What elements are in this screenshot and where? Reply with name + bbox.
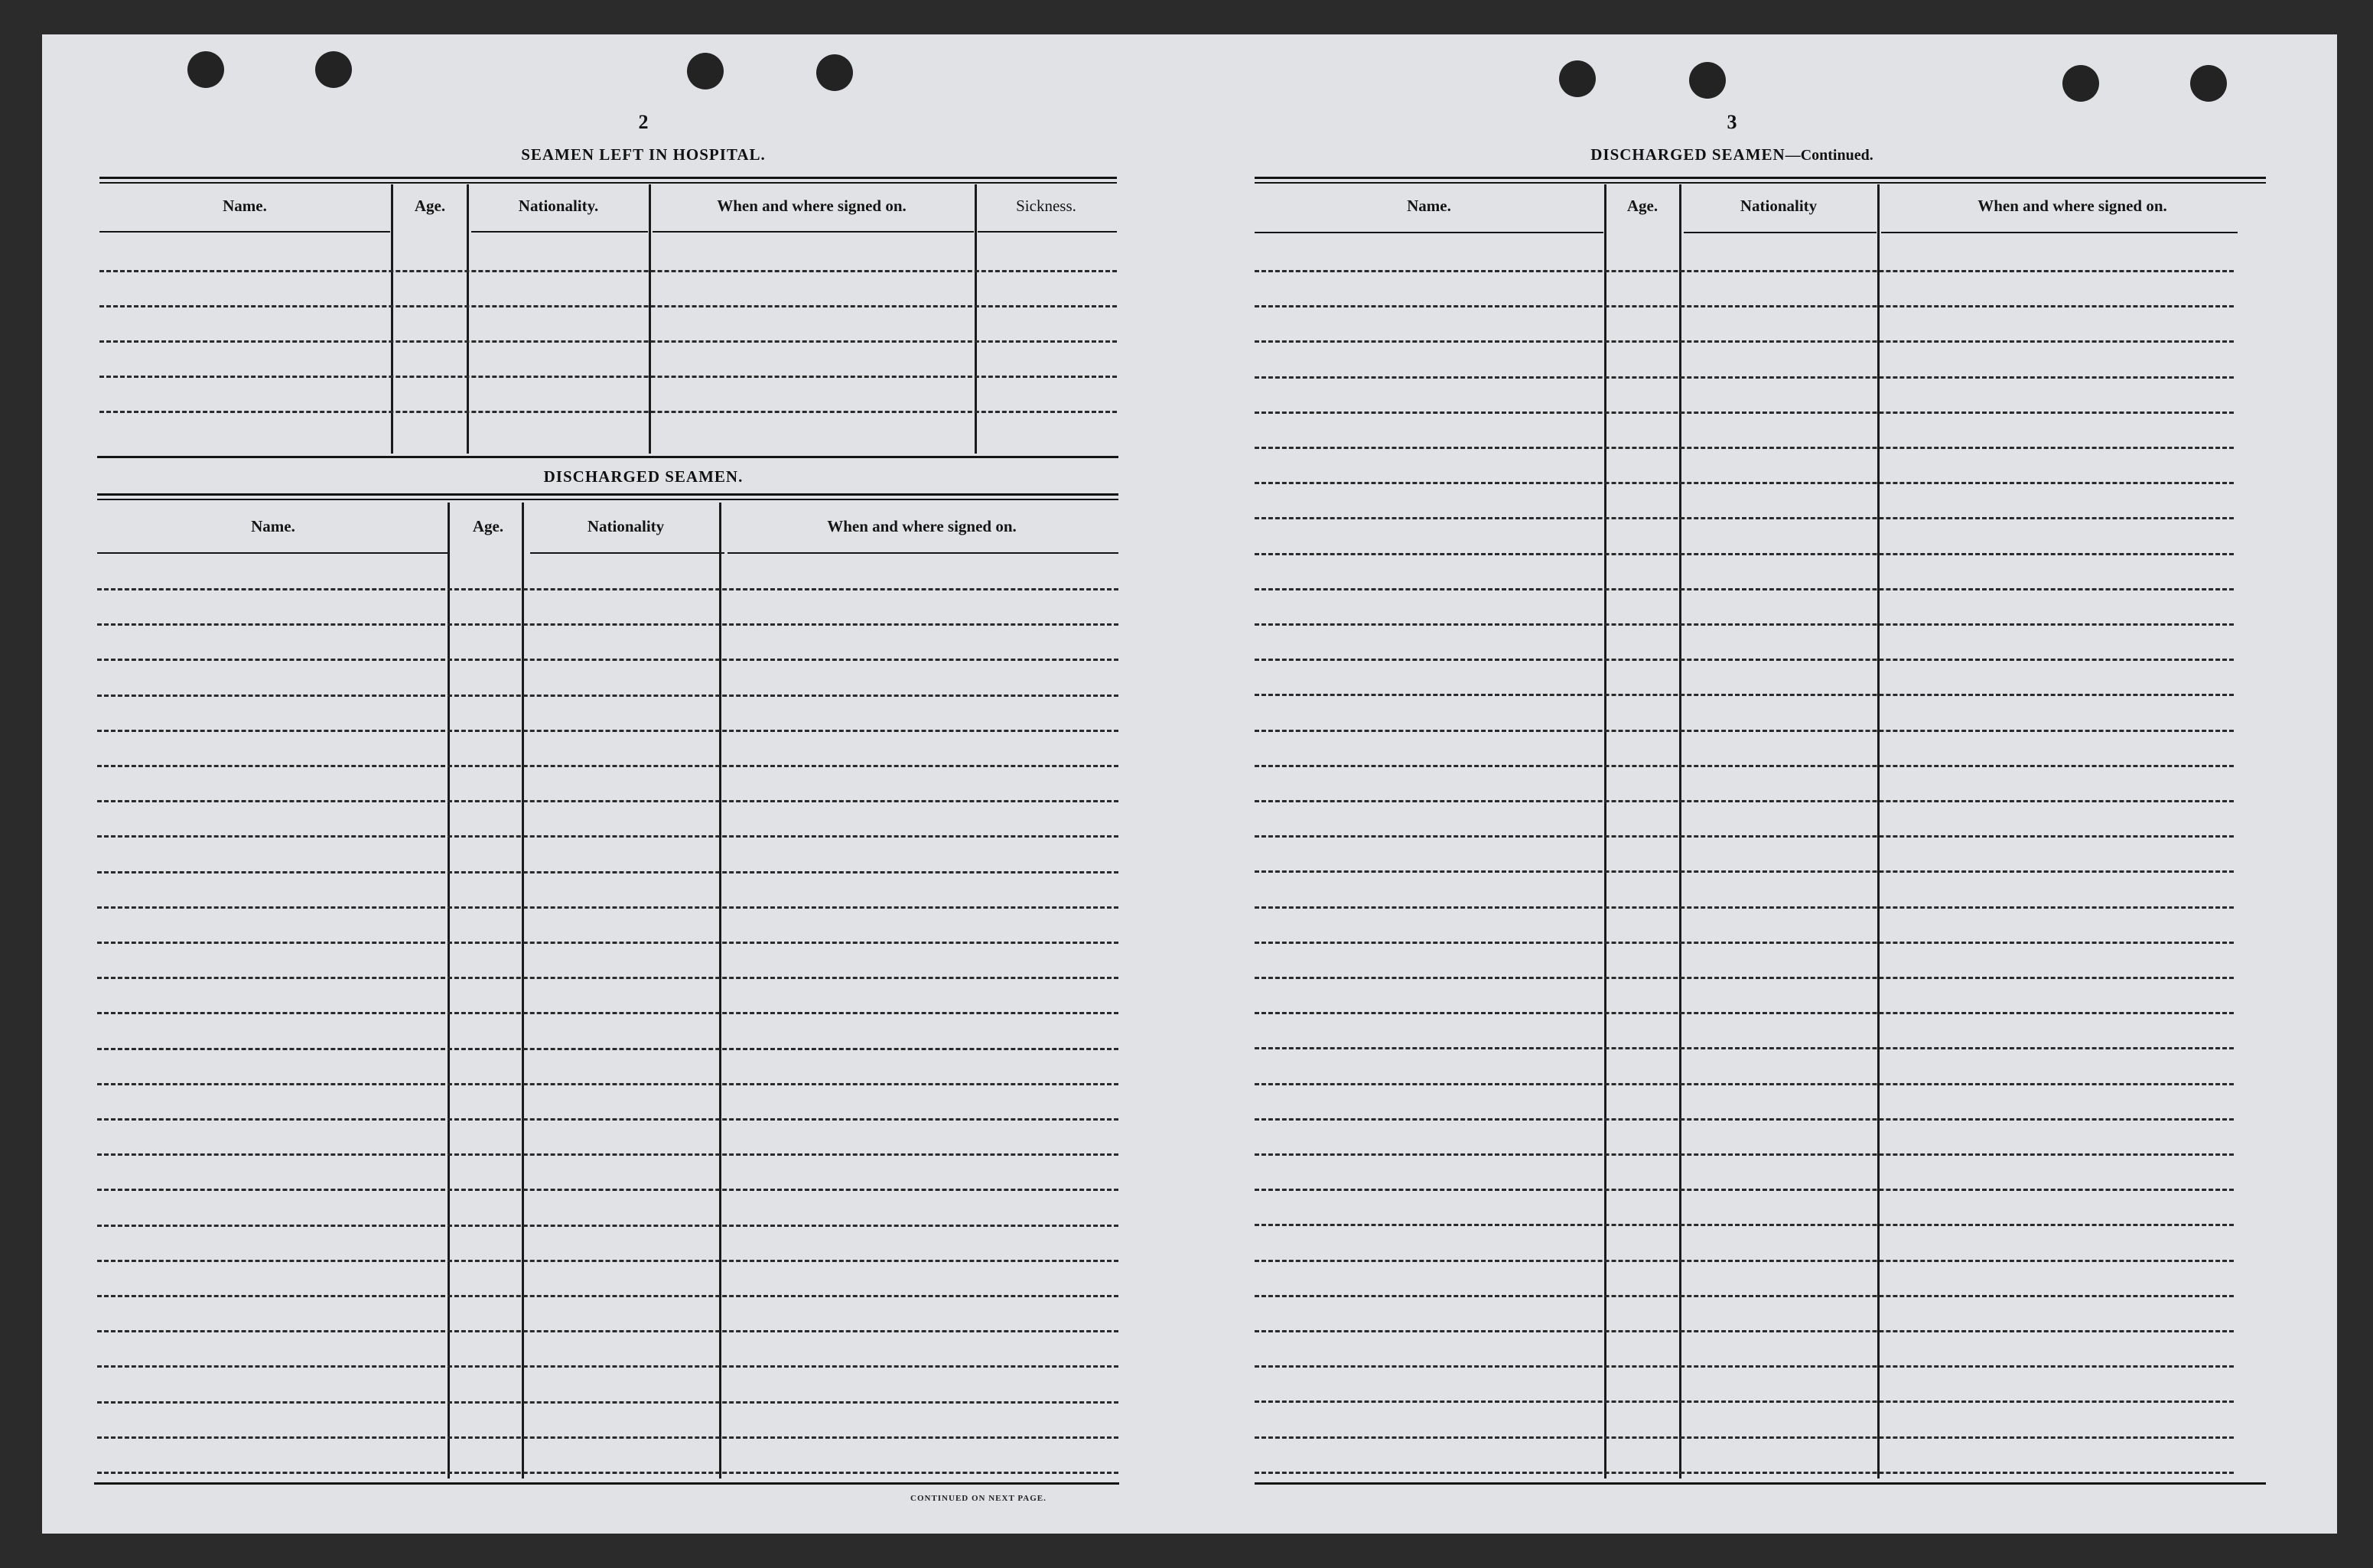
- ruled-line: [1255, 1260, 2234, 1262]
- header-underline: [728, 552, 1118, 554]
- ruled-line: [99, 340, 1117, 343]
- column-header-signed-on: When and where signed on.: [717, 197, 907, 215]
- ruled-line: [1255, 942, 2234, 944]
- ruled-line: [1255, 270, 2234, 272]
- ruled-line: [1255, 730, 2234, 732]
- ruled-line: [97, 1012, 1118, 1014]
- ruled-line: [97, 659, 1118, 661]
- ruled-line: [97, 1295, 1118, 1297]
- column-divider: [467, 184, 469, 454]
- ruled-line: [97, 1225, 1118, 1227]
- ruled-line: [1255, 694, 2234, 696]
- column-header-age: Age.: [472, 517, 504, 535]
- punch-hole: [816, 54, 853, 91]
- ruled-line: [1255, 1472, 2234, 1474]
- table-rule: [97, 493, 1118, 496]
- ruled-line: [97, 1330, 1118, 1332]
- document-paper: [42, 34, 2337, 1534]
- ruled-line: [97, 1365, 1118, 1368]
- ruled-line: [1255, 659, 2234, 661]
- ruled-line: [1255, 977, 2234, 979]
- column-divider: [1604, 184, 1606, 1479]
- punch-hole: [315, 51, 352, 88]
- ruled-line: [99, 270, 1117, 272]
- column-header-age: Age.: [1626, 197, 1658, 215]
- punch-hole: [2062, 65, 2099, 102]
- header-underline: [1881, 232, 2238, 233]
- ruled-line: [1255, 1365, 2234, 1368]
- ruled-line: [1255, 588, 2234, 590]
- header-underline: [978, 231, 1117, 233]
- ruled-line: [1255, 870, 2234, 873]
- ruled-line: [97, 1189, 1118, 1191]
- column-header-name: Name.: [1407, 197, 1451, 215]
- table-rule: [1255, 177, 2266, 179]
- ruled-line: [1255, 623, 2234, 626]
- column-header-nationality: Nationality: [1740, 197, 1818, 215]
- column-divider: [975, 184, 977, 454]
- ruled-line: [97, 730, 1118, 732]
- ruled-line: [1255, 1118, 2234, 1121]
- ruled-line: [1255, 800, 2234, 802]
- table-bottom-rule: [1255, 1482, 2266, 1485]
- ruled-line: [97, 1401, 1118, 1404]
- ruled-line: [1255, 835, 2234, 838]
- column-header-name: Name.: [251, 517, 295, 535]
- ruled-line: [1255, 1189, 2234, 1191]
- ruled-line: [1255, 340, 2234, 343]
- header-underline: [471, 231, 648, 233]
- ruled-line: [97, 871, 1118, 873]
- ruled-line: [1255, 1153, 2234, 1156]
- table-rule: [1255, 182, 2266, 184]
- ruled-line: [97, 695, 1118, 697]
- column-header-name: Name.: [223, 197, 267, 215]
- page-number: 2: [638, 111, 649, 133]
- column-header-signed-on: When and where signed on.: [1978, 197, 2167, 215]
- ruled-line: [99, 376, 1117, 378]
- ruled-line: [97, 1048, 1118, 1050]
- ruled-line: [1255, 412, 2234, 414]
- continued-footer: CONTINUED ON NEXT PAGE.: [910, 1494, 1047, 1503]
- ruled-line: [1255, 1047, 2234, 1049]
- ruled-line: [99, 411, 1117, 413]
- ruled-line: [97, 1260, 1118, 1262]
- title-main: DISCHARGED SEAMEN: [1590, 145, 1785, 164]
- ruled-line: [99, 305, 1117, 307]
- ruled-line: [97, 942, 1118, 944]
- table-rule: [97, 499, 1118, 500]
- page-number: 3: [1727, 111, 1737, 133]
- header-underline: [99, 231, 390, 233]
- ruled-line: [97, 1083, 1118, 1085]
- hospital-section-title: SEAMEN LEFT IN HOSPITAL.: [521, 145, 766, 164]
- ruled-line: [97, 588, 1118, 590]
- column-header-signed-on: When and where signed on.: [827, 517, 1017, 535]
- ruled-line: [1255, 376, 2234, 379]
- ruled-line: [97, 800, 1118, 802]
- ruled-line: [97, 835, 1118, 838]
- ruled-line: [1255, 1295, 2234, 1297]
- ruled-line: [97, 765, 1118, 767]
- header-underline: [1684, 232, 1877, 233]
- ruled-line: [1255, 482, 2234, 484]
- table-bottom-rule: [94, 1482, 1119, 1485]
- punch-hole: [187, 51, 224, 88]
- ruled-line: [1255, 1330, 2234, 1332]
- ruled-line: [1255, 765, 2234, 767]
- ruled-line: [97, 1472, 1118, 1474]
- punch-hole: [1559, 60, 1596, 97]
- ruled-line: [97, 1153, 1118, 1156]
- column-divider: [1679, 184, 1681, 1479]
- column-divider: [649, 184, 651, 454]
- discharged-section-title: DISCHARGED SEAMEN.: [543, 467, 744, 486]
- ruled-line: [97, 977, 1118, 979]
- ruled-line: [1255, 447, 2234, 449]
- ruled-line: [1255, 1083, 2234, 1085]
- ruled-line: [1255, 1012, 2234, 1014]
- ruled-line: [1255, 1436, 2234, 1439]
- table-rule: [97, 456, 1118, 458]
- column-header-nationality: Nationality.: [518, 197, 599, 215]
- table-rule: [99, 182, 1117, 184]
- ruled-line: [1255, 305, 2234, 307]
- column-header-nationality: Nationality: [587, 517, 665, 535]
- ruled-line: [1255, 553, 2234, 555]
- ruled-line: [1255, 1400, 2234, 1403]
- discharged-continued-title: [1426, 145, 2038, 164]
- ruled-line: [1255, 1224, 2234, 1226]
- ruled-line: [1255, 517, 2234, 519]
- punch-hole: [1689, 62, 1726, 99]
- header-underline: [1255, 232, 1603, 233]
- header-underline: [653, 231, 974, 233]
- ruled-line: [97, 906, 1118, 909]
- column-divider: [1877, 184, 1880, 1479]
- title-suffix: —Continued.: [1785, 147, 1873, 164]
- table-rule: [99, 177, 1117, 179]
- header-underline: [97, 552, 449, 554]
- punch-hole: [2190, 65, 2227, 102]
- ruled-line: [1255, 906, 2234, 909]
- column-header-age: Age.: [414, 197, 446, 215]
- ruled-line: [97, 1118, 1118, 1121]
- header-underline: [530, 552, 724, 554]
- punch-hole: [687, 53, 724, 89]
- ruled-line: [97, 623, 1118, 626]
- ruled-line: [97, 1436, 1118, 1439]
- column-header-sickness: Sickness.: [1016, 197, 1076, 215]
- column-divider: [391, 184, 393, 454]
